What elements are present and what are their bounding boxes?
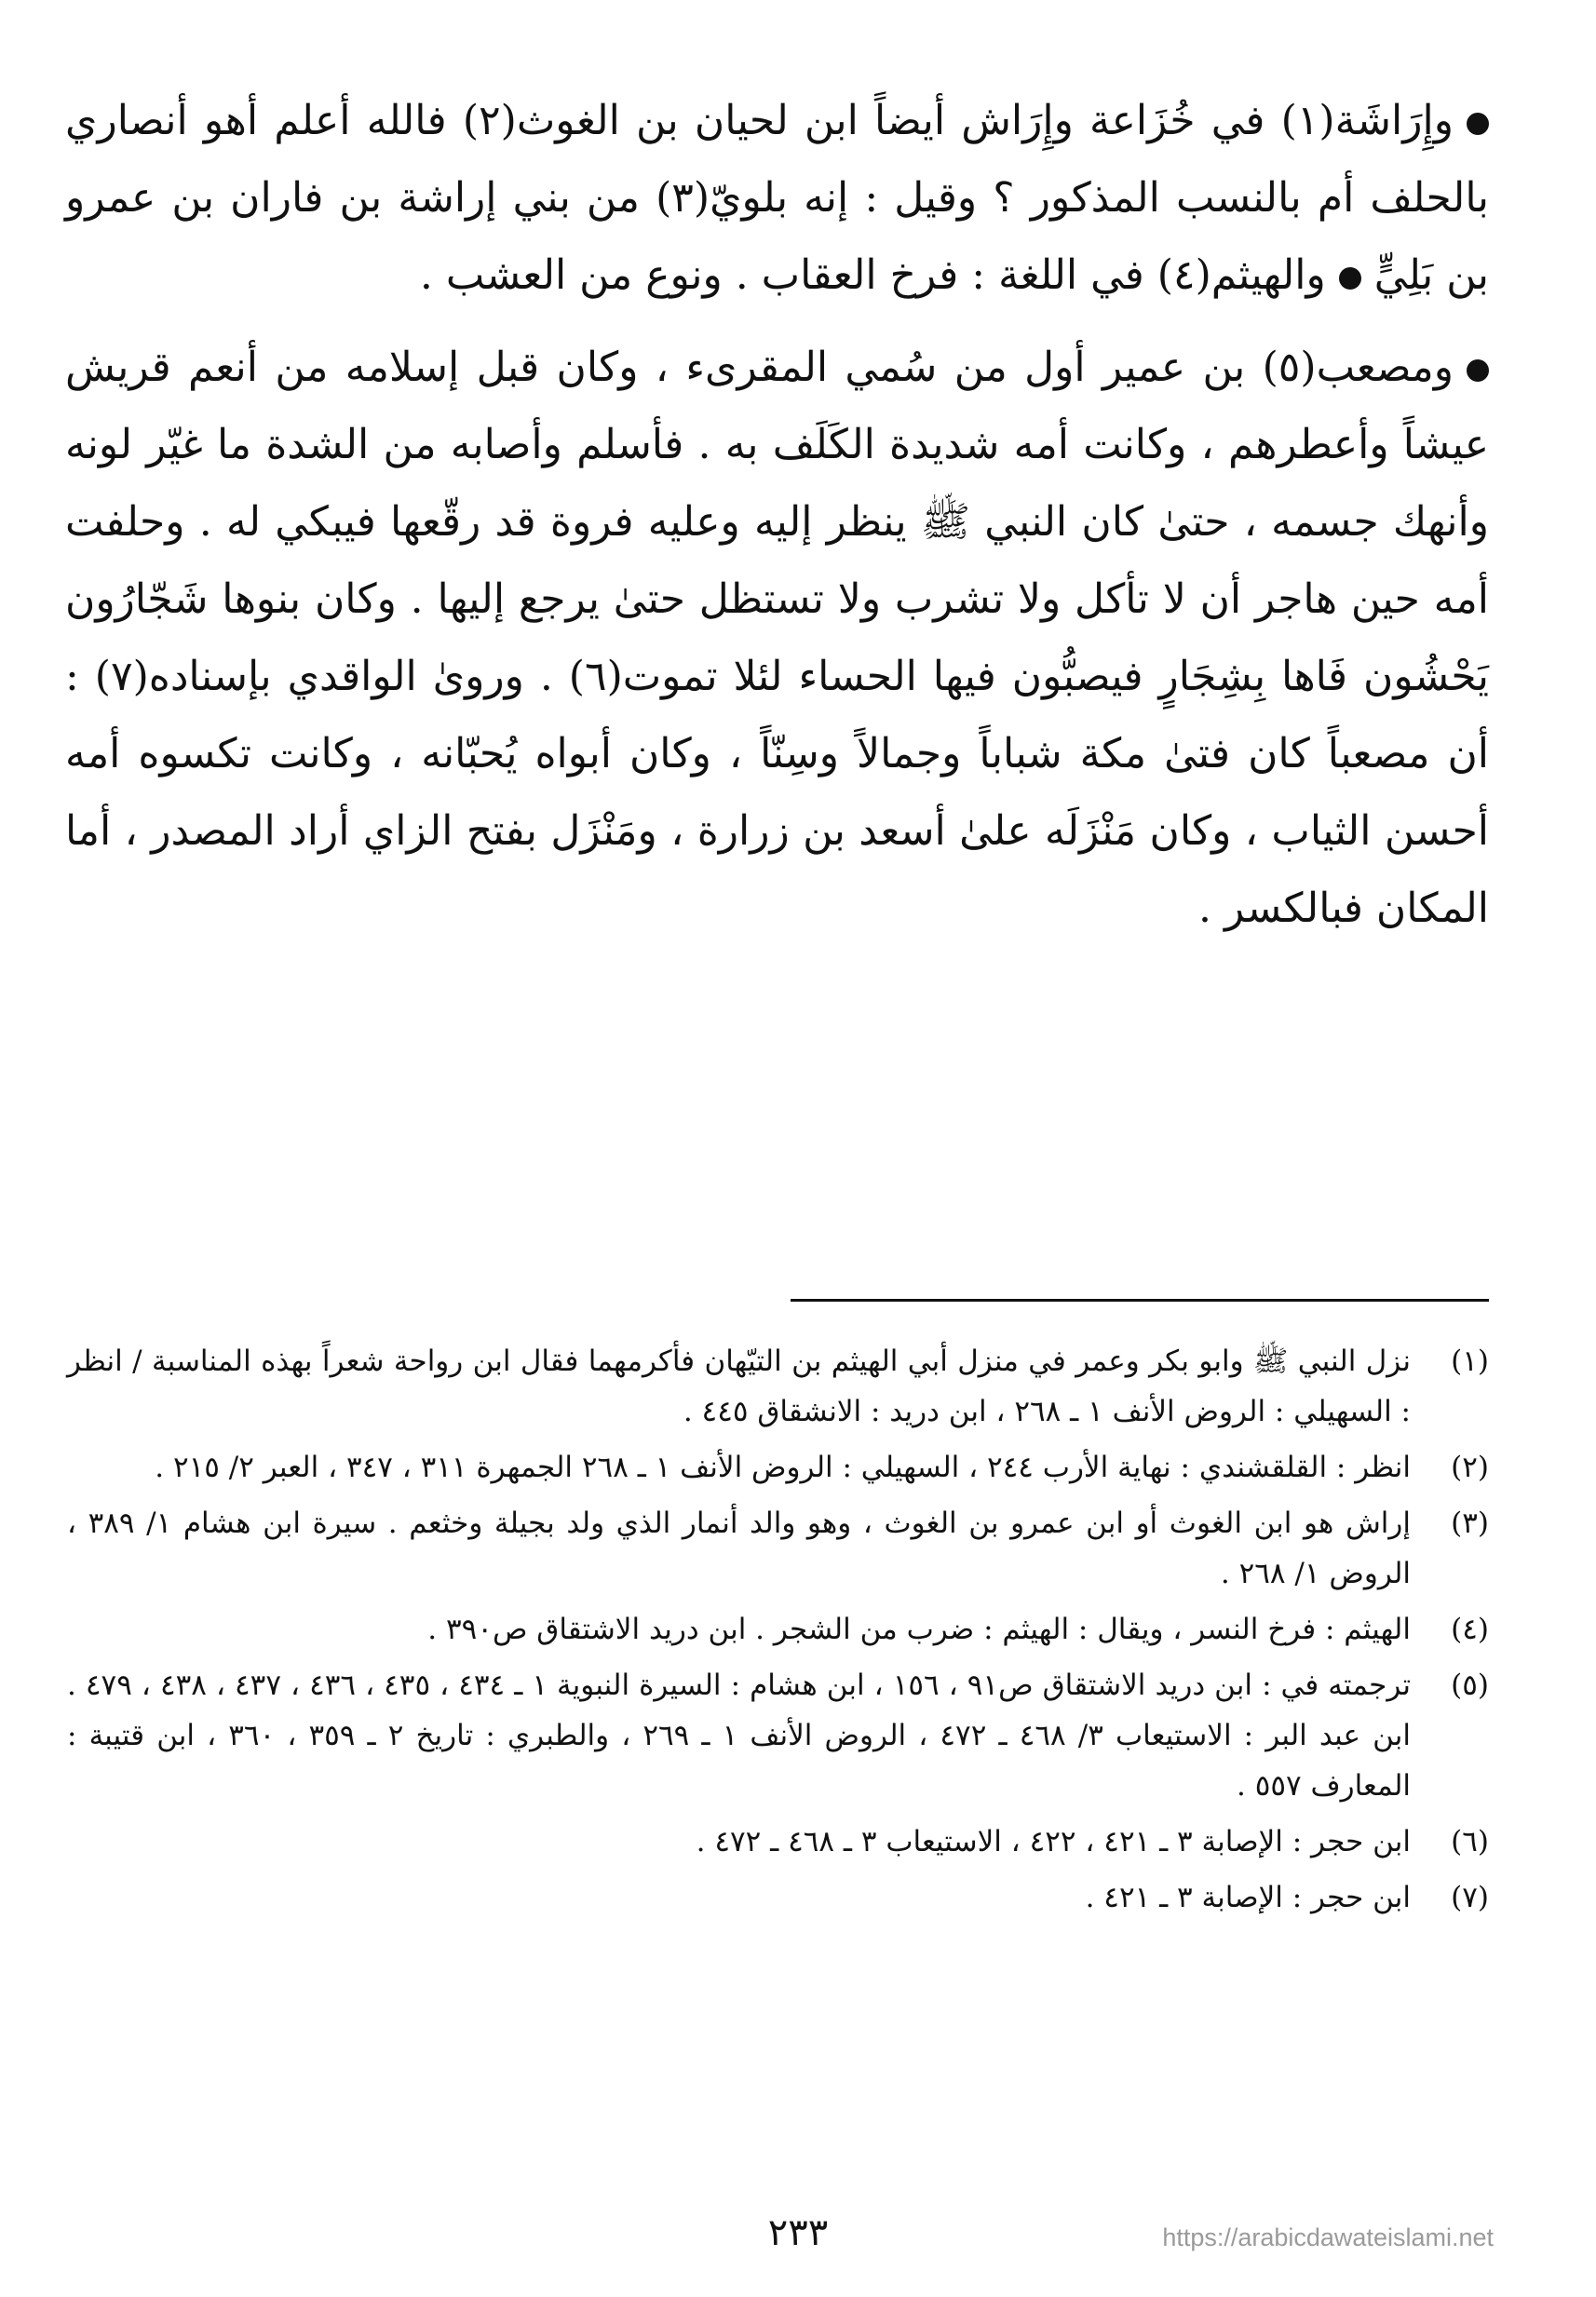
footnote-number: (٣) (1451, 1507, 1489, 1540)
footnote-text: نزل النبي ﷺ وابو بكر وعمر في منزل أبي الهيثم بن التيّهان فأكرمهما فقال ابن رواحة شعراً بهذه المناسبة / انظر : السهيلي : الروض الأنف ١ ـ ٢٦٨ ، ابن دريد : الانشقاق ٤٤٥ . (67, 1344, 1411, 1428)
footnote-item (67, 1817, 1489, 1867)
footnote-number: (١) (1451, 1344, 1489, 1378)
footnote-text: الهيثم : فرخ النسر ، ويقال : الهيثم : ضرب من الشجر . ابن دريد الاشتقاق ص٣٩٠ . (427, 1613, 1411, 1646)
paragraph-text: ومصعب(٥) بن عمير أول من سُمي المقرىء ، وكان قبل إسلامه من أنعم قريش عيشاً وأعطرهم ، وكانت أمه شديدة الكَلَف به . فأسلم وأصابه من الشدة ما غيّر لونه وأنهك جسمه ، حتىٰ كان النبي ﷺ ينظر إليه وعليه فروة قد رقّعها فيبكي له . وحلفت أمه حين هاجر أن لا تأكل ولا تشرب ولا تستظل حتىٰ يرجع إليها . وكان بنوها شَجّارُون يَحْشُون فَاها بِشِجَارٍ فيصبُّون فيها الحساء لئلا تموت(٦) . ورویٰ الواقدي بإسناده(٧) : أن مصعباً كان فتىٰ مكة شباباً وجمالاً وسِنّاً ، وكان أبواه يُحبّانه ، وكانت تكسوه أمه أحسن الثياب ، وكان مَنْزَلَه علىٰ أسعد بن زرارة ، ومَنْزَل بفتح الزاي أراد المصدر ، أما المكان فبالكسر . (65, 344, 1489, 932)
page-number: ٢٣٣ (767, 2211, 829, 2254)
footnote-text: انظر : القلقشندي : نهاية الأرب ٢٤٤ ، السهيلي : الروض الأنف ١ ـ ٢٦٨ الجمهرة ٣١١ ، ٣٤٧ ، العبر ٢/ ٢١٥ . (155, 1451, 1411, 1484)
bullet-icon (1467, 359, 1489, 382)
footnote-text: ابن حجر : الإصابة ٣ ـ ٤٢١ ، ٤٢٢ ، الاستيعاب ٣ ـ ٤٦٨ ـ ٤٧٢ . (696, 1825, 1411, 1858)
footnote-separator (791, 1299, 1489, 1302)
footnote-item (67, 1336, 1489, 1437)
paragraph-text: والهيثم(٤) في اللغة : فرخ العقاب . ونوع من العشب . (419, 251, 1326, 299)
footnote-number: (٤) (1451, 1613, 1489, 1646)
footnote-text: ابن حجر : الإصابة ٣ ـ ٤٢١ . (1085, 1881, 1411, 1914)
paragraph-musab (65, 329, 1489, 947)
footnote-number: (٢) (1451, 1451, 1489, 1484)
watermark-url: https://arabicdawateislami.net (1162, 2223, 1494, 2251)
footnote-item (67, 1498, 1489, 1599)
footnote-text: ترجمته في : ابن دريد الاشتقاق ص٩١ ، ١٥٦ ، ابن هشام : السيرة النبوية ١ ـ ٤٣٤ ، ٤٣٥ ، ٤٣٦ ، ٤٣٧ ، ٤٣٨ ، ٤٧٩ . ابن عبد البر : الاستيعاب ٣/ ٤٦٨ ـ ٤٧٢ ، الروض الأنف ١ ـ ٢٦٩ ، والطبري : تاريخ ٢ ـ ٣٥٩ ، ٣٦٠ ، ابن قتيبة : المعارف ٥٥٧ . (67, 1669, 1412, 1803)
footnote-text: إراش هو ابن الغوث أو ابن عمرو بن الغوث ، وهو والد أنمار الذي ولد بجيلة وخثعم . سيرة ابن هشام ١/ ٣٨٩ ، الروض ١/ ٢٦٨ . (67, 1507, 1411, 1590)
main-text (65, 82, 1489, 947)
footnote-item (67, 1660, 1489, 1811)
footnote-item (67, 1872, 1489, 1923)
bullet-icon (1467, 113, 1489, 135)
footnote-item (67, 1604, 1489, 1655)
footnote-number: (٥) (1451, 1669, 1489, 1702)
paragraph-irasha (65, 82, 1489, 314)
footnote-number: (٧) (1451, 1881, 1489, 1914)
paragraph-text: وإِرَاشَة(١) في خُزَاعة وإِرَاش أيضاً ابن لحيان بن الغوث(٢) فالله أعلم أهو أنصاري بالحلف أم بالنسب المذكور ؟ وقيل : إنه بلويّ(٣) من بني إراشة بن فاران بن عمرو بن بَلِيٍّ (65, 97, 1489, 299)
footnote-item (67, 1442, 1489, 1493)
footnotes (67, 1336, 1489, 1928)
footnote-number: (٦) (1451, 1825, 1489, 1858)
bullet-icon (1339, 267, 1361, 290)
